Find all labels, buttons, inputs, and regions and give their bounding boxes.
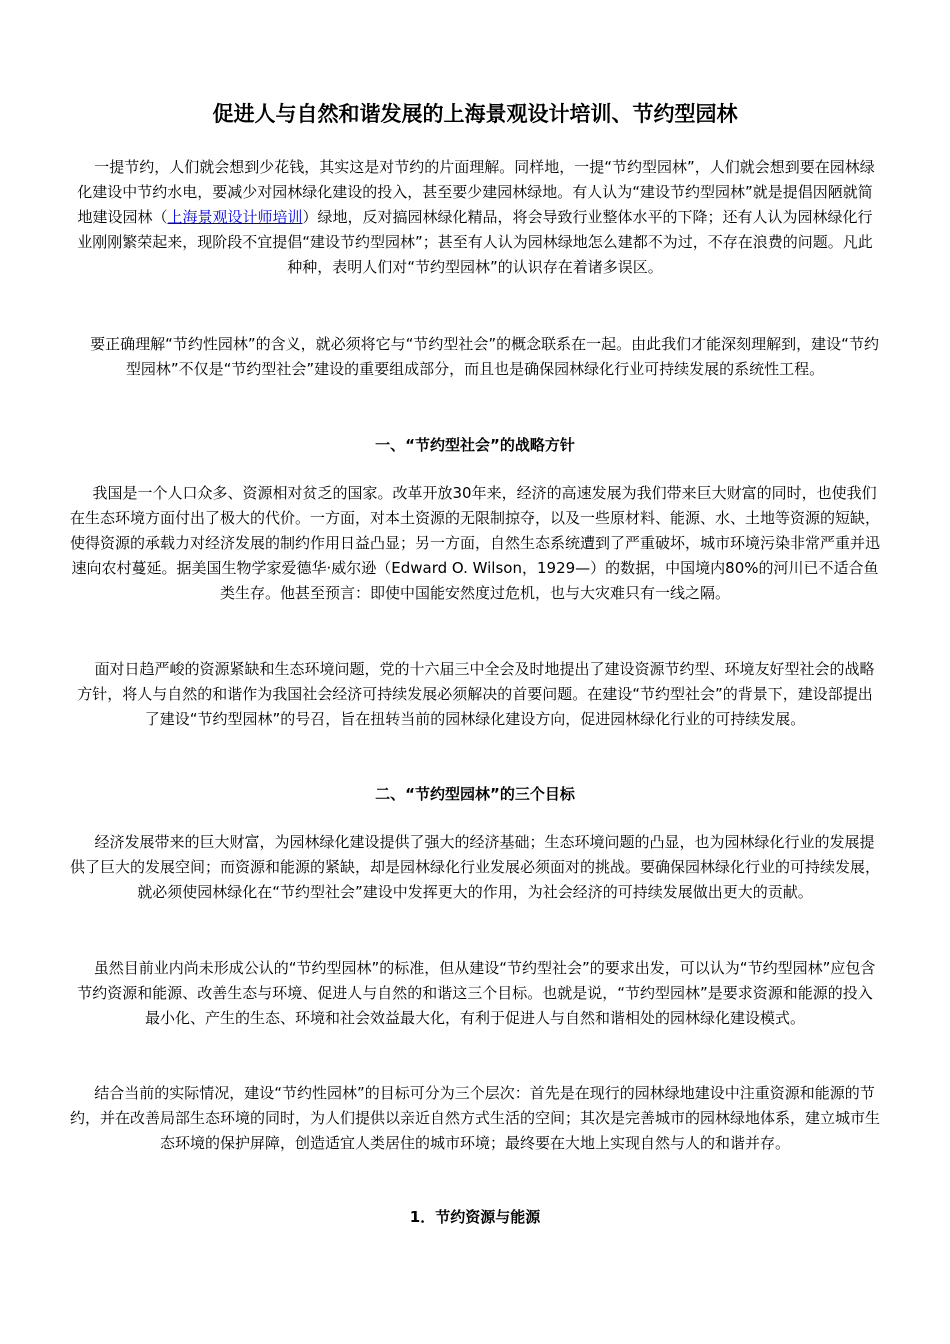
paragraph-1	[70, 155, 880, 280]
subsection-heading-1: 1．节约资源与能源	[409, 1208, 541, 1226]
training-link[interactable]: 上海景观设计师培训	[167, 208, 303, 226]
paragraph-5	[70, 830, 880, 905]
paragraph-4	[70, 657, 880, 732]
paragraph-1-text-a: 一提节约，人们就会想到少花钱，其实这是对节约的片面理解。同样地，一提“节约型园林”，人们就会想到要在园林绿化建设中节约水电，要减少对园林绿化建设的投入，甚至要少建园林绿地。有人认为“建设节约型园林”就是提倡因陋就简地建设园林（	[77, 158, 875, 226]
paragraph-4-text: 面对日趋严峻的资源紧缺和生态环境问题，党的十六届三中全会及时地提出了建设资源节约型、环境友好型社会的战略方针，将人与自然的和谐作为我国社会经济可持续发展必须解决的首要问题。在建设“节约型社会”的背景下，建设部提出了建设“节约型园林”的号召，旨在扭转当前的园林绿化建设方向，促进园林绿化行业的可持续发展。	[77, 660, 875, 728]
paragraph-3-text: 我国是一个人口众多、资源相对贫乏的国家。改革开放30年来，经济的高速发展为我们带来巨大财富的同时，也使我们在生态环境方面付出了极大的代价。一方面，对本土资源的无限制掠夺，以及一些原材料、能源、水、土地等资源的短缺，使得资源的承载力对经济发展的制约作用日益凸显；另一方面，自然生态系统遭到了严重破坏，城市环境污染非常严重并迅速向农村蔓延。据美国生物学家爱德华·威尔逊（Edward O. Wilson，1929—）的数据，中国境内80%的河川已不适合鱼类生存。他甚至预言：即使中国能安然度过危机，也与大灾难只有一线之隔。	[70, 484, 881, 602]
paragraph-5-text: 经济发展带来的巨大财富，为园林绿化建设提供了强大的经济基础；生态环境问题的凸显，也为园林绿化行业的发展提供了巨大的发展空间；而资源和能源的紧缺，却是园林绿化行业发展必须面对的挑战。要确保园林绿化行业的可持续发展，就必须使园林绿化在“节约型社会”建设中发挥更大的作用，为社会经济的可持续发展做出更大的贡献。	[70, 833, 881, 901]
paragraph-7	[70, 1081, 880, 1156]
paragraph-2	[70, 332, 880, 382]
paragraph-1-text-b: ）绿地，反对搞园林绿化精品，将会导致行业整体水平的下降；还有人认为园林绿化行业刚刚繁荣起来，现阶段不宜提倡“建设节约型园林”；甚至有人认为园林绿地怎么建都不为过，不存在浪费的问题。凡此种种，表明人们对“节约型园林”的认识存在着诸多误区。	[77, 208, 873, 276]
section-heading-1: 一、“节约型社会”的战略方针	[375, 436, 575, 454]
paragraph-3	[70, 481, 880, 606]
paragraph-6	[70, 956, 880, 1031]
paragraph-2-text: 要正确理解“节约性园林”的含义，就必须将它与“节约型社会”的概念联系在一起。由此我们才能深刻理解到，建设“节约型园林”不仅是“节约型社会”建设的重要组成部分，而且也是确保园林绿化行业可持续发展的系统性工程。	[90, 335, 879, 378]
paragraph-7-text: 结合当前的实际情况，建设“节约性园林”的目标可分为三个层次：首先是在现行的园林绿地建设中注重资源和能源的节约，并在改善局部生态环境的同时，为人们提供以亲近自然方式生活的空间；其次是完善城市的园林绿地体系，建立城市生态环境的保护屏障，创造适宜人类居住的城市环境；最终要在大地上实现自然与人的和谐并存。	[70, 1084, 881, 1152]
section-heading-2: 二、“节约型园林”的三个目标	[375, 785, 575, 803]
paragraph-6-text: 虽然目前业内尚未形成公认的“节约型园林”的标准，但从建设“节约型社会”的要求出发，可以认为“节约型园林”应包含节约资源和能源、改善生态与环境、促进人与自然的和谐这三个目标。也就是说，“节约型园林”是要求资源和能源的投入最小化、产生的生态、环境和社会效益最大化，有利于促进人与自然和谐相处的园林绿化建设模式。	[77, 959, 876, 1027]
page-title: 促进人与自然和谐发展的上海景观设计培训、节约型园林	[212, 102, 738, 126]
